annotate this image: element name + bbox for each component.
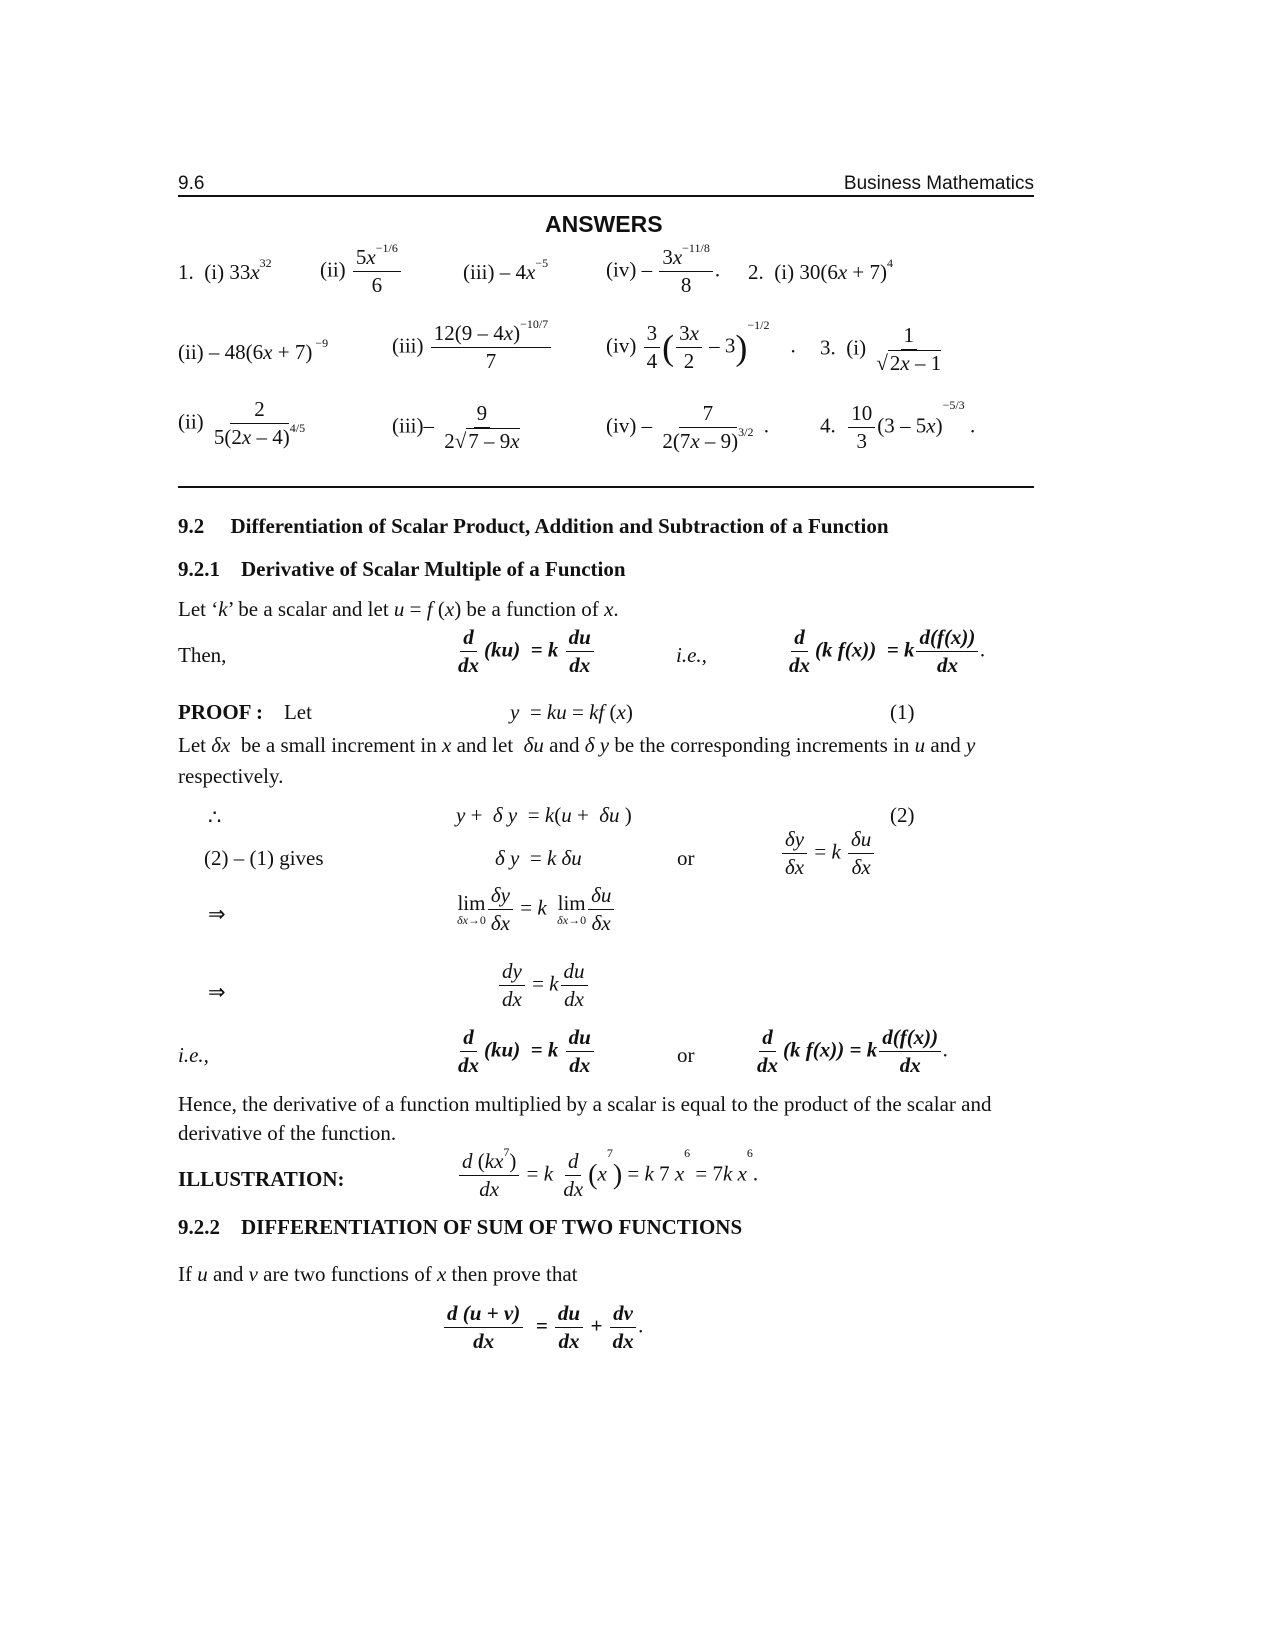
ie-label-2: i.e.,	[178, 1043, 209, 1067]
illustration-formula: $\frac{d (kx^7)}{dx}$ = k $\frac{d}{dx}$ $(x^7) = k$ 7 $x^6 = 7k$ $x^6$.	[457, 1150, 758, 1201]
proof-label: PROOF :	[178, 700, 263, 724]
answer-4: 4. $\frac{10}{3}$ (3 – 5x)$^{-5/3}$ .	[820, 398, 976, 454]
intro-text: Let ‘k’ be a scalar and let u = f (x) be a function of x.	[178, 597, 619, 621]
respectively-text: respectively.	[178, 764, 284, 788]
difference-label: (2) – (1) gives	[204, 846, 324, 870]
page-number: 9.6	[178, 173, 205, 194]
equation-1: y = ku = kf (x)	[510, 700, 633, 724]
conclusion-line-2: derivative of the function.	[178, 1121, 397, 1145]
equation-2: y + δ y = k(u + δu )	[456, 803, 632, 827]
answers-title: ANSWERS	[545, 211, 663, 237]
answers-rule	[178, 486, 1034, 488]
section-number: 9.2	[178, 514, 205, 538]
equation-2-number: (2)	[890, 803, 915, 827]
answer-1-ii: (ii) $\frac{5x^{-1/6}}{6}$	[320, 246, 403, 297]
answer-2-iv: (iv) $\frac{3}{4}$ ( $\frac{3x}{2}$ – 3)$^{-1/2}$ .	[606, 318, 796, 374]
formula-scalar-kf: $\frac{d}{dx}$ (k f(x)) = k $\frac{d(f(x))}{dx}$ .	[789, 625, 986, 678]
section-9-2-heading	[178, 514, 889, 539]
answer-3-i: 3. (i) $\frac{1}{√2x - 1}$	[820, 323, 942, 376]
answer-3-iv: (iv) – $\frac{7}{2(7x - 9)^{3/2}}$ .	[606, 401, 769, 454]
answer-1-iii: $(iii) - 4x^{-5}$	[463, 256, 549, 284]
ratio-equation: $\frac{\delta y}{\delta x}$ = k $\frac{\delta u}{\delta x}$	[780, 828, 876, 879]
sum-formula: $\frac{d (u + v)}{dx}$ = $\frac{du}{dx}$ + $\frac{dv}{dx}$ .	[442, 1302, 644, 1353]
section-number: 9.2.1	[178, 557, 220, 581]
sum-intro: If u and v are two functions of x then prove that	[178, 1262, 578, 1286]
implies-symbol: ⇒	[208, 902, 226, 926]
increment-text: Let δx be a small increment in x and let δu and δ y be the corresponding increments in u and y	[178, 733, 976, 757]
answer-1-iv: (iv) – $\frac{3x^{-11/8}}{8}$ .	[606, 241, 721, 298]
difference-equation: δ y = k δu	[495, 846, 582, 870]
answer-3-iii: (iii)– $\frac{9}{2√7 - 9x}$	[392, 401, 520, 454]
or-label-2: or	[677, 1043, 695, 1067]
section-number: 9.2.2	[178, 1215, 220, 1239]
answer-2-ii: (ii) – 48(6x + 7) $^{-9}$	[178, 336, 329, 364]
then-label: Then,	[178, 643, 227, 667]
therefore-symbol: ∴	[208, 805, 222, 829]
illustration-label: ILLUSTRATION:	[178, 1167, 345, 1191]
section-title: DIFFERENTIATION OF SUM OF TWO FUNCTIONS	[241, 1215, 743, 1239]
equation-1-number: (1)	[890, 700, 915, 724]
book-title: Business Mathematics	[843, 173, 1034, 194]
conclusion-line-1: Hence, the derivative of a function multiplied by a scalar is equal to the product of the scalar and	[178, 1092, 992, 1116]
section-title: Derivative of Scalar Multiple of a Function	[241, 557, 626, 581]
proof-let: Let	[283, 700, 312, 724]
implies-symbol-2: ⇒	[208, 980, 226, 1004]
answer-3-ii: (ii) $\frac{2}{5(2x - 4)^{4/5}}$	[178, 397, 306, 450]
section-9-2-2-heading	[178, 1215, 742, 1240]
ie-label: i.e.,	[676, 643, 707, 667]
answer-2-iii: (iii) $\frac{12(9 - 4x)^{-10/7}}{7}$	[392, 322, 553, 373]
section-9-2-1-heading	[178, 557, 626, 582]
formula-scalar-ku: $\frac{d}{dx}$ (ku) = k $\frac{du}{dx}$	[453, 626, 596, 677]
limit-equation: lim δx→0 $\frac{\delta y}{\delta x}$ = k lim δx→0 $\frac{\delta u}{\delta x}$	[457, 884, 616, 935]
result-formula-ku: $\frac{d}{dx}$ (ku) = k $\frac{du}{dx}$	[453, 1026, 596, 1077]
derivative-equation: $\frac{dy}{dx}$ = k $\frac{du}{dx}$	[497, 960, 590, 1011]
result-formula-kf: $\frac{d}{dx}$ (k f(x)) = k $\frac{d(f(x))}{dx}$ .	[757, 1025, 949, 1078]
answer-1-i: 1. (i) $33x^{32}$	[178, 256, 272, 284]
section-title: Differentiation of Scalar Product, Addition and Subtraction of a Function	[230, 514, 889, 538]
answer-2-i: 2. (i) $30(6x + 7)^4$	[748, 256, 893, 284]
proof-line	[178, 700, 312, 725]
header-rule	[178, 195, 1034, 197]
or-label: or	[677, 846, 695, 870]
